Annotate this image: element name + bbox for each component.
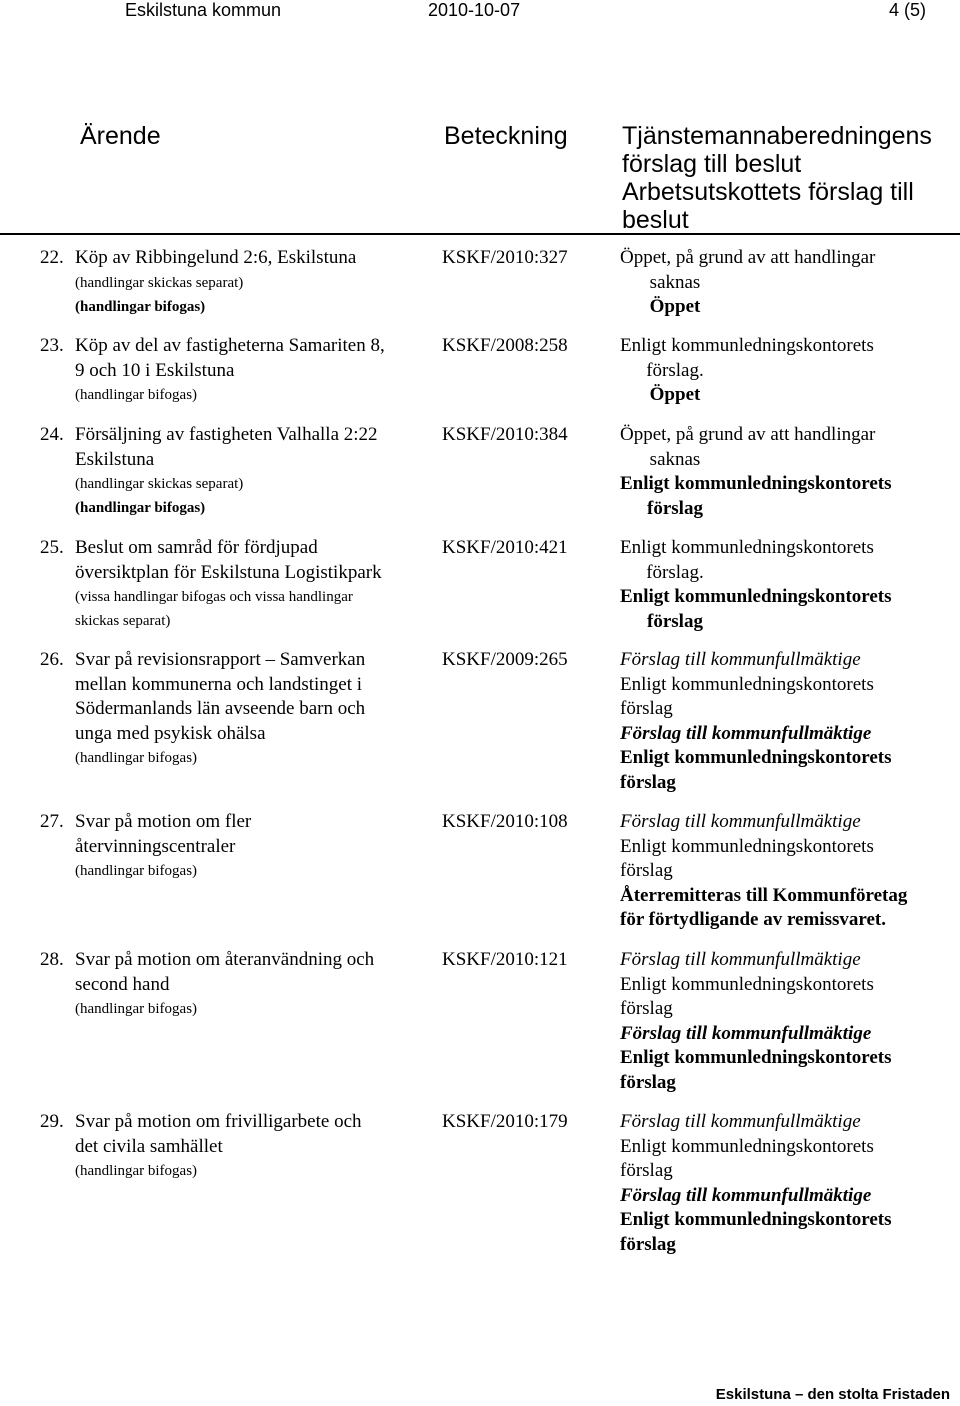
item-title-line: Köp av Ribbingelund 2:6, Eskilstuna xyxy=(75,247,357,268)
proposal-line: Enligt kommunledningskontorets xyxy=(620,537,874,558)
proposal-line: Förslag till kommunfullmäktige xyxy=(620,811,861,832)
item-number: 23. xyxy=(40,335,64,356)
proposal-line: Förslag till kommunfullmäktige xyxy=(620,1022,872,1044)
page-footer: Eskilstuna – den stolta Fristaden xyxy=(715,1386,950,1403)
proposal-line: förslag xyxy=(620,998,673,1019)
item-title-line: Södermanlands län avseende barn och xyxy=(75,698,366,719)
item-note: (handlingar bifogas) xyxy=(75,1001,198,1017)
proposal-line: förslag. xyxy=(646,359,704,381)
item-note: (vissa handlingar bifogas och vissa handlingar xyxy=(75,589,353,605)
item-note: skickas separat) xyxy=(75,613,171,629)
item-reference: KSKF/2010:327 xyxy=(442,247,568,268)
item-number: 25. xyxy=(40,537,64,558)
document-date: 2010-10-07 xyxy=(428,0,521,20)
column-heading-reference: Beteckning xyxy=(444,122,568,150)
item-proposal xyxy=(620,334,960,408)
header-divider xyxy=(0,233,960,235)
proposal-line: förslag xyxy=(647,610,703,632)
item-title-line: översiktplan för Eskilstuna Logistikpark xyxy=(75,561,382,583)
proposal-line: Förslag till kommunfullmäktige xyxy=(620,649,861,670)
item-title-line: second hand xyxy=(75,973,170,995)
column-heading-proposal xyxy=(622,122,932,234)
proposal-line: Förslag till kommunfullmäktige xyxy=(620,1184,872,1206)
item-reference: KSKF/2010:108 xyxy=(442,811,568,832)
item-proposal xyxy=(620,423,960,521)
proposal-line: Enligt kommunledningskontorets xyxy=(620,1047,892,1068)
item-title-line: Köp av del av fastigheterna Samariten 8, xyxy=(75,335,385,356)
proposal-line: förslag xyxy=(620,1160,673,1181)
proposal-line: Enligt kommunledningskontorets xyxy=(620,586,892,607)
item-title-line: Svar på motion om fler xyxy=(75,811,252,832)
item-subject xyxy=(75,810,425,883)
item-reference: KSKF/2010:421 xyxy=(442,537,568,558)
item-title-line: Svar på motion om frivilligarbete och xyxy=(75,1111,362,1132)
item-subject xyxy=(75,246,425,319)
item-reference: KSKF/2010:179 xyxy=(442,1111,568,1132)
proposal-line: förslag xyxy=(647,497,703,519)
item-reference: KSKF/2009:265 xyxy=(442,649,568,670)
item-number: 26. xyxy=(40,649,64,670)
item-number: 24. xyxy=(40,424,64,445)
column-heading-subject: Ärende xyxy=(80,122,161,150)
item-subject xyxy=(75,648,425,770)
proposal-line: Enligt kommunledningskontorets xyxy=(620,747,892,768)
item-title-line: unga med psykisk ohälsa xyxy=(75,722,266,744)
item-number: 29. xyxy=(40,1111,64,1132)
item-subject xyxy=(75,948,425,1021)
proposal-line: Enligt kommunledningskontorets xyxy=(620,1135,874,1157)
item-reference: KSKF/2008:258 xyxy=(442,335,568,356)
proposal-line: Förslag till kommunfullmäktige xyxy=(620,722,872,744)
item-proposal xyxy=(620,948,960,1095)
item-note: (handlingar bifogas) xyxy=(75,1163,198,1179)
proposal-line: Enligt kommunledningskontorets xyxy=(620,673,874,695)
proposal-line: för förtydligande av remissvaret. xyxy=(620,909,886,930)
proposal-line: Öppet xyxy=(649,384,701,405)
item-reference: KSKF/2010:121 xyxy=(442,949,568,970)
item-title-line: 9 och 10 i Eskilstuna xyxy=(75,359,235,381)
item-note: (handlingar bifogas) xyxy=(75,500,206,516)
column-heading-proposal-line: beslut xyxy=(622,206,689,234)
item-reference: KSKF/2010:384 xyxy=(442,424,568,445)
item-title-line: Svar på motion om återanvändning och xyxy=(75,949,375,970)
column-heading-proposal-line: förslag till beslut xyxy=(622,150,802,178)
proposal-line: Enligt kommunledningskontorets xyxy=(620,835,874,857)
item-number: 27. xyxy=(40,811,64,832)
proposal-line: Enligt kommunledningskontorets xyxy=(620,1209,892,1230)
proposal-line: förslag xyxy=(620,1071,676,1093)
proposal-line: Enligt kommunledningskontorets xyxy=(620,473,892,494)
item-proposal xyxy=(620,246,960,320)
item-title-line: mellan kommunerna och landstinget i xyxy=(75,673,363,695)
item-proposal xyxy=(620,1110,960,1257)
item-number: 22. xyxy=(40,247,64,268)
item-note: (handlingar skickas separat) xyxy=(75,274,244,291)
proposal-line: förslag xyxy=(620,1233,676,1255)
item-title-line: återvinningscentraler xyxy=(75,835,236,857)
item-title-line: det civila samhället xyxy=(75,1135,223,1157)
proposal-line: Enligt kommunledningskontorets xyxy=(620,973,874,995)
item-number: 28. xyxy=(40,949,64,970)
proposal-line: saknas xyxy=(649,271,701,293)
column-heading-proposal-line: Arbetsutskottets förslag till xyxy=(622,178,914,206)
page-number: 4 (5) xyxy=(889,0,927,20)
proposal-line: förslag xyxy=(620,771,676,793)
item-proposal xyxy=(620,810,960,933)
proposal-line: Öppet xyxy=(649,296,701,317)
proposal-line: Återremitteras till Kommunföretag xyxy=(620,884,908,906)
item-note: (handlingar bifogas) xyxy=(75,750,198,766)
item-title-line: Beslut om samråd för fördjupad xyxy=(75,537,318,558)
item-proposal xyxy=(620,536,960,634)
item-proposal xyxy=(620,648,960,795)
item-title-line: Eskilstuna xyxy=(75,448,155,470)
item-note: (handlingar bifogas) xyxy=(75,298,206,315)
proposal-line: förslag. xyxy=(646,561,704,583)
proposal-line: Förslag till kommunfullmäktige xyxy=(620,949,861,970)
page-header xyxy=(0,0,960,24)
column-heading-proposal-line: Tjänstemannaberedningens xyxy=(622,122,932,150)
item-note: (handlingar skickas separat) xyxy=(75,476,244,492)
item-subject xyxy=(75,1110,425,1183)
proposal-line: förslag xyxy=(620,698,673,719)
proposal-line: Öppet, på grund av att handlingar xyxy=(620,424,876,445)
item-subject xyxy=(75,423,425,520)
proposal-line: Enligt kommunledningskontorets xyxy=(620,335,874,356)
proposal-line: förslag xyxy=(620,860,673,881)
item-note: (handlingar bifogas) xyxy=(75,863,198,879)
item-title-line: Försäljning av fastigheten Valhalla 2:22 xyxy=(75,424,378,445)
item-subject xyxy=(75,334,425,407)
item-subject xyxy=(75,536,425,633)
proposal-line: saknas xyxy=(649,448,701,470)
proposal-line: Öppet, på grund av att handlingar xyxy=(620,247,876,268)
org-name: Eskilstuna kommun xyxy=(125,0,282,20)
proposal-line: Förslag till kommunfullmäktige xyxy=(620,1111,861,1132)
item-title-line: Svar på revisionsrapport – Samverkan xyxy=(75,649,366,670)
item-note: (handlingar bifogas) xyxy=(75,387,198,403)
